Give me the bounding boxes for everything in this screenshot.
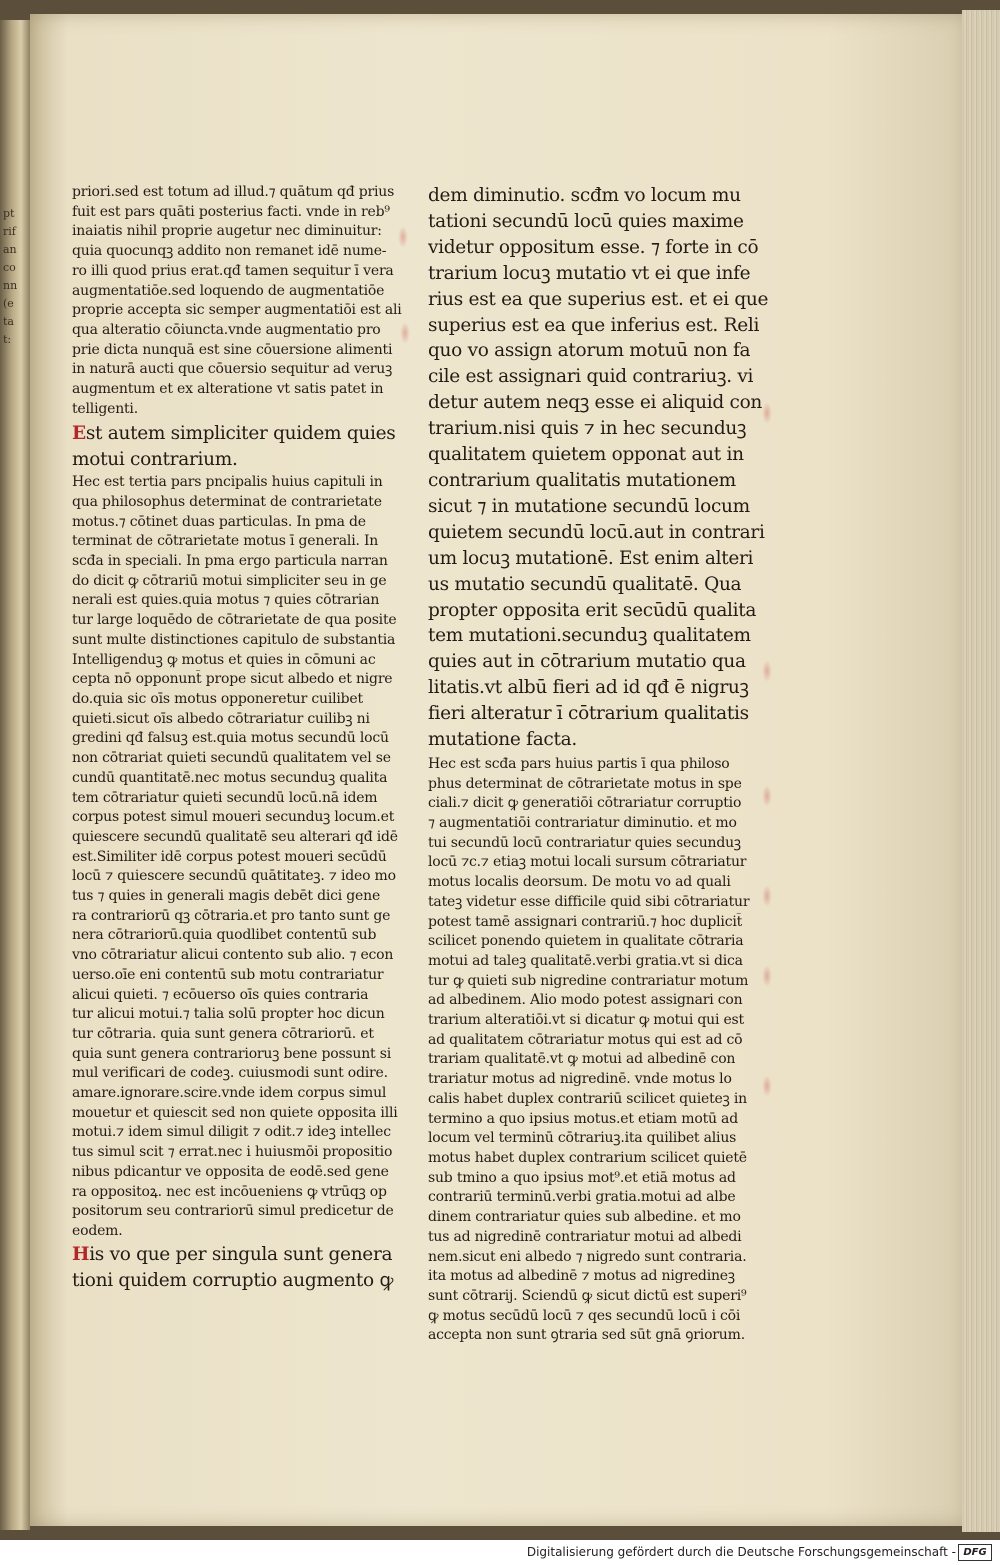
text-line: tus simul scit ⁊ errat.nec i huiusmōi propositio: [72, 1144, 393, 1161]
text-line: Hec est scđa pars huius partis ī qua philoso: [428, 755, 730, 772]
text-line: ꝙ motus secūdū locū ⁊ qes secundū locū i cōi: [428, 1307, 741, 1324]
text-line: tur alicui motui.⁊ talia solū propter hoc dicun: [72, 1006, 385, 1023]
text-line: proprie accepta sic semper augmentatiōi est ali: [72, 302, 402, 319]
text-line: ita motus ad albedinē ⁊ motus ad nigredineꝫ: [428, 1268, 735, 1285]
text-line: mutatione facta.: [428, 729, 577, 751]
text-line: nerali est quies.quia motus ⁊ quies cōtrarian: [72, 592, 380, 609]
text-line: qualitatem quietem opponat aut in: [428, 444, 744, 466]
text-line: positorum seu contrariorū simul predicetur de: [72, 1203, 394, 1220]
text-line: augmentatiōe.sed loquendo de augmentatiōe: [72, 282, 385, 299]
text-line: scilicet ponendo quietem in qualitate cōtraria: [428, 933, 744, 950]
text-line: ad albedinem. Alio modo potest assignari con: [428, 992, 743, 1009]
text-line: sub tmino a quo ipsius mot⁹.et etiā motus ad: [428, 1169, 736, 1186]
text-line: motus.⁊ cōtinet duas particulas. In pma de: [72, 513, 366, 530]
text-line: fuit est pars quāti posterius facti. vnde in reb⁹: [72, 203, 390, 220]
text-line: corpus potest simul moueri secunduꝫ locum.et: [72, 809, 395, 826]
text-line: tioni quidem corruptio augmento ꝙ: [72, 1269, 394, 1291]
text-line: tur cōtraria. quia sunt genera cōtrariorū. et: [72, 1025, 374, 1042]
text-line: fieri alteratur ī cōtrarium qualitatis: [428, 703, 749, 725]
text-line: ciali.⁊ dicit ꝙ generatiōi cōtrariatur corruptio: [428, 795, 742, 812]
text-line: trarium.nisi quis ⁊ in hec secunduꝫ: [428, 418, 747, 440]
text-line: rius est ea que superius est. et ei que: [428, 288, 769, 310]
text-line: tur ꝙ quieti sub nigredine contrariatur motum: [428, 972, 749, 989]
text-line: Intelligenduꝫ ꝙ motus et quies in cōmuni ac: [72, 651, 376, 668]
text-line: ad qualitatem cōtrariatur motus qui est ad cō: [428, 1031, 743, 1048]
text-line: non cōtrariat quieti secundū qualitatem vel se: [72, 750, 391, 767]
text-line: nera cōtrariorū.quia quodlibet contentū sub: [72, 927, 377, 944]
text-line: locū ⁊ quiescere secundū quātitateꝫ. ⁊ ideo mo: [72, 868, 396, 885]
text-line: termino a quo ipsius motus.et etiam motū ad: [428, 1110, 738, 1127]
text-line: tur large loquēdo de cōtrarietate de qua posite: [72, 612, 397, 629]
text-line: tem cōtrariatur quieti secundū locū.nā idem: [72, 789, 378, 806]
text-line: motui contrarium.: [72, 449, 238, 471]
heading-text: is vo que per singula sunt genera: [89, 1243, 393, 1265]
text-line: accepta non sunt ꝯtraria sed sūt gnā ꝯriorum.: [428, 1327, 745, 1344]
text-line: nem.sicut eni albedo ⁊ nigredo sunt contraria.: [428, 1248, 747, 1265]
text-line: quo vo assign atorum motuū non fa: [428, 340, 751, 362]
text-line: calis habet duplex contrariū scilicet quieteꝫ in: [428, 1090, 747, 1107]
text-line: trariatur motus ad nigredinē. vnde motus lo: [428, 1071, 732, 1088]
aristotle-text-block: [428, 183, 773, 753]
footer-bar: [0, 1540, 1000, 1565]
aristotle-text-heading: [72, 421, 402, 473]
text-line: quies aut in cōtrarium mutatio qua: [428, 651, 746, 673]
text-line: do.quia sic oīs motus opponeretur cuilibet: [72, 690, 363, 707]
text-line: quiescere secundū qualitatē seu alterari qđ idē: [72, 828, 398, 845]
text-line: [72, 421, 402, 447]
text-line: mouetur et quiescit sed non quiete opposita illi: [72, 1104, 398, 1121]
rubric-initial: H: [72, 1243, 90, 1265]
commentary-paragraph: [72, 473, 402, 1241]
text-line: tui secundū locū contrariatur quies secunduꝫ: [428, 834, 741, 851]
text-line: telligenti.: [72, 400, 138, 417]
text-line: trariam qualitatē.vt ꝙ motui ad albedinē con: [428, 1051, 736, 1068]
text-line: scđa in speciali. In pma ergo particula narran: [72, 553, 388, 570]
text-line: quia sunt genera contrarioruꝫ bene possunt si: [72, 1045, 391, 1062]
text-line: tus ⁊ quies in generali magis debēt dici gene: [72, 888, 381, 905]
text-line: est.Similiter idē corpus potest moueri secūdū: [72, 848, 387, 865]
text-line: cile est assignari quid contrariuꝫ. vi: [428, 366, 754, 388]
text-line: trarium locuꝫ mutatio vt ei que infe: [428, 262, 751, 284]
left-text-column: [72, 183, 402, 1293]
left-page-edge: [0, 20, 30, 1530]
text-line: videtur oppositum esse. ⁊ forte in cō: [428, 236, 759, 258]
text-line: tationi secundū locū quies maxime: [428, 210, 744, 232]
text-line: quieti.sicut oīs albedo cōtrariatur cuilibꝫ ni: [72, 710, 370, 727]
text-line: alicui quieti. ⁊ ecōuerso oīs quies contraria: [72, 986, 369, 1003]
text-line: sicut ⁊ in mutatione secundū locum: [428, 495, 750, 517]
text-line: locum vel terminū cōtrariuꝫ.ita quilibet alius: [428, 1130, 737, 1147]
dfg-logo: DFG: [958, 1544, 992, 1561]
text-line: ra contrariorū qꝫ cōtraria.et pro tanto sunt ge: [72, 907, 391, 924]
text-line: nibus pdicantur ve opposita de eodē.sed gene: [72, 1163, 389, 1180]
text-line: ra oppositoꝝ. nec est incōueniens ꝙ vtrūqꝫ op: [72, 1183, 387, 1200]
text-line: Hec est tertia pars pncipalis huius capituli in: [72, 474, 383, 491]
text-line: um locuꝫ mutationē. Est enim alteri: [428, 547, 754, 569]
text-line: inaiatis nihil proprie augetur nec diminuitur:: [72, 223, 382, 240]
text-line: terminat de cōtrarietate motus ī generali. In: [72, 533, 379, 550]
text-line: ro illi quod prius erat.qđ tamen sequitur ī vera: [72, 262, 394, 279]
text-line: quia quocunqꝫ addito non remanet idē nume-: [72, 243, 387, 260]
text-line: tateꝫ videtur esse difficile quid sibi cōtrariatur: [428, 893, 750, 910]
text-line: locū ⁊c.⁊ etiaꝫ motui locali sursum cōtrariatur: [428, 854, 747, 871]
text-line: dem diminutio. scđm vo locum mu: [428, 185, 741, 206]
text-line: [72, 1242, 402, 1268]
text-line: eodem.: [72, 1222, 123, 1239]
text-line: cepta nō opponunt̄ prope sicut albedo et nigre: [72, 671, 393, 688]
text-line: sunt multe distinctiones capitulo de substantia: [72, 631, 396, 648]
left-page-edge-text: pt rif an co nn (e ta t:: [3, 207, 18, 346]
text-line: prie dicta nunquā est sine cōuersione alimenti: [72, 341, 393, 358]
right-text-column: [428, 183, 773, 1346]
commentary-paragraph: [72, 183, 402, 419]
text-line: motus localis deorsum. De motu vo ad quali: [428, 874, 731, 891]
text-line: gredini qđ falsuꝫ est.quia motus secundū locū: [72, 730, 389, 747]
text-line: contrariū terminū.verbi gratia.motui ad albe: [428, 1189, 736, 1206]
text-line: superius est ea que inferius est. Reli: [428, 314, 760, 336]
text-line: priori.sed est totum ad illud.⁊ quātum qđ prius: [72, 184, 395, 200]
text-line: augmentum et ex alteratione vt satis patet in: [72, 381, 384, 398]
text-line: qua philosophus determinat de contrarietate: [72, 493, 382, 510]
text-line: litatis.vt albū fieri ad id qđ ē nigruꝫ: [428, 677, 749, 699]
funding-credit: Digitalisierung gefördert durch die Deutsche Forschungsgemeinschaft -: [526, 1545, 956, 1559]
text-line: motui ad taleꝫ qualitatē.verbi gratia.vt si dica: [428, 952, 743, 969]
text-line: propter opposita erit secūdū qualita: [428, 599, 757, 621]
text-line: uerso.oīe eni contentū sub motu contrariatur: [72, 966, 384, 983]
text-line: amare.ignorare.scire.vnde idem corpus simul: [72, 1085, 387, 1102]
text-line: phus determinat de cōtrarietate motus in spe: [428, 775, 742, 792]
text-line: quietem secundū locū.aut in contrari: [428, 521, 765, 543]
text-line: motui.⁊ idem simul diligit ⁊ odit.⁊ ideꝫ intellec: [72, 1124, 391, 1141]
page-stack-edge: [962, 10, 1000, 1532]
text-line: trarium alteratiōi.vt si dicatur ꝙ motui qui est: [428, 1012, 744, 1029]
commentary-paragraph: [428, 755, 773, 1346]
text-line: do dicit ꝙ cōtrariū motui simpliciter seu in ge: [72, 572, 387, 589]
text-line: mul verificari de codeꝫ. cuiusmodi sunt odire.: [72, 1065, 388, 1082]
text-line: sunt cōtrarij. Sciendū ꝙ sicut dictū est superi⁹: [428, 1287, 747, 1304]
aristotle-text-heading: [72, 1242, 402, 1294]
heading-text: st autem simpliciter quidem quies: [85, 423, 396, 445]
text-line: cundū quantitatē.nec motus secunduꝫ qualita: [72, 769, 388, 786]
text-line: tem mutationi.secunduꝫ qualitatem: [428, 625, 751, 647]
text-line: detur autem neqꝫ esse ei aliquid con: [428, 392, 763, 414]
text-line: tus ad nigredinē contrariatur motui ad albedi: [428, 1228, 742, 1245]
text-line: dinem contrariatur quies sub albedine. et mo: [428, 1209, 741, 1226]
text-line: in naturā aucti que cōuersio sequitur ad veruꝫ: [72, 361, 393, 378]
text-line: motus habet duplex contrarium scilicet quietē: [428, 1150, 747, 1166]
text-line: contrarium qualitatis mutationem: [428, 469, 736, 491]
text-line: qua alteratio cōiuncta.vnde augmentatio pro: [72, 321, 381, 338]
text-line: ⁊ augmentatiōi contrariatur diminutio. et mo: [428, 815, 737, 832]
text-line: vno cōtrariatur alicui contento sub alio. ⁊ econ: [72, 947, 394, 964]
text-line: potest tamē assignari contrariū.⁊ hoc duplicit̄: [428, 913, 743, 930]
rubric-initial: E: [72, 423, 86, 445]
text-line: us mutatio secundū qualitatē. Qua: [428, 573, 742, 595]
